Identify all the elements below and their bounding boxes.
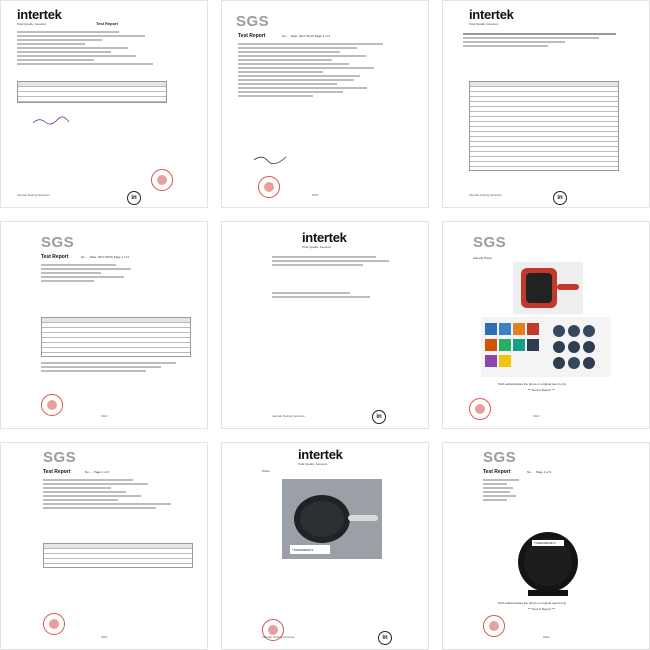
page-heading: Photo: [262, 469, 270, 473]
sample-tag: TSNH00283372: [534, 541, 556, 545]
intertek-tagline: Total Quality. Assured.: [298, 462, 328, 466]
report-number: No. ... Page 1 of 3: [85, 470, 110, 474]
page-heading: Test Report: [41, 254, 69, 260]
end-of-report: *** End of Report ***: [528, 388, 556, 392]
report-page-5: [221, 221, 429, 429]
report-page-9: [442, 442, 650, 650]
report-page-3: [442, 0, 650, 208]
body-text: [272, 256, 402, 268]
report-page-4: [0, 221, 208, 429]
body-text: [41, 264, 191, 284]
page-footer: SGS: [101, 635, 108, 639]
page-footer: SGS: [312, 193, 319, 197]
report-page-6: [442, 221, 650, 429]
page-footer: SGS: [533, 414, 540, 418]
result-table: [43, 543, 193, 568]
intertek-tagline: Total Quality. Assured.: [469, 22, 499, 26]
sgs-stamp: [483, 615, 505, 637]
body-text: [17, 31, 187, 67]
report-number: No. ... Page 1 of 3: [527, 470, 552, 474]
signature: [252, 151, 292, 159]
approval-stamp: [151, 169, 173, 191]
sgs-stamp: [41, 394, 63, 416]
frying-pan-photo: [282, 479, 382, 559]
report-number: No. ... Date: 2017.08.15 Page 1 of 3: [282, 34, 331, 38]
griddle-photo: [498, 528, 598, 598]
report-page-2: [221, 0, 429, 208]
sgs-logo: SGS: [43, 449, 77, 466]
intertek-logo: intertek: [298, 447, 343, 462]
page-footer: SGS: [101, 414, 108, 418]
body-text: [43, 479, 193, 511]
in-badge: in: [372, 410, 386, 424]
page-heading: Test Report: [96, 21, 118, 26]
page-footer: Intertek Testing Services: [262, 635, 295, 639]
sgs-logo: SGS: [236, 13, 270, 30]
in-badge: in: [553, 191, 567, 205]
report-page-8: [221, 442, 429, 650]
sgs-logo: SGS: [41, 234, 75, 251]
body-text: [463, 33, 633, 49]
result-table: [41, 317, 191, 357]
page-heading: Test Report: [43, 469, 71, 475]
sgs-logo: SGS: [473, 234, 507, 251]
photo-caption: SGS authenticates the photo on original report only: [498, 601, 567, 605]
intertek-logo: intertek: [17, 7, 62, 22]
notes: [41, 362, 191, 374]
report-number: No. ... Date: 2017.08.09 Page 1 of 3: [81, 255, 130, 259]
color-swatches-photo: [481, 317, 611, 377]
page-footer: Intertek Testing Services: [272, 414, 305, 418]
intertek-tagline: Total Quality. Assured.: [17, 22, 47, 26]
intertek-logo: intertek: [302, 230, 347, 245]
red-pan-photo: [513, 262, 583, 314]
page-footer: Intertek Testing Services: [469, 193, 502, 197]
page-heading: Test Report: [483, 469, 511, 475]
intertek-tagline: Total Quality. Assured.: [302, 245, 332, 249]
body-text: [238, 43, 408, 99]
conclusion-text: [272, 292, 402, 300]
page-footer: Intertek Testing Services: [17, 193, 50, 197]
photo-caption: SGS authenticates the photo on original report only: [498, 382, 567, 386]
sample-tag: TSNH00283371: [292, 548, 314, 552]
sgs-stamp: [43, 613, 65, 635]
in-badge: in: [378, 631, 392, 645]
page-subtitle: Sample Photo: [473, 256, 492, 260]
end-of-report: *** End of Report ***: [528, 607, 556, 611]
report-page-7: [0, 442, 208, 650]
report-page-1: [0, 0, 208, 208]
sgs-logo: SGS: [483, 449, 517, 466]
page-footer: SGS: [543, 635, 550, 639]
intertek-logo: intertek: [469, 7, 514, 22]
in-badge: in: [127, 191, 141, 205]
page-heading: Test Report: [238, 33, 266, 39]
signature: [31, 113, 71, 121]
body-text: [483, 479, 543, 503]
result-table: [469, 81, 619, 171]
result-table: [17, 81, 167, 103]
